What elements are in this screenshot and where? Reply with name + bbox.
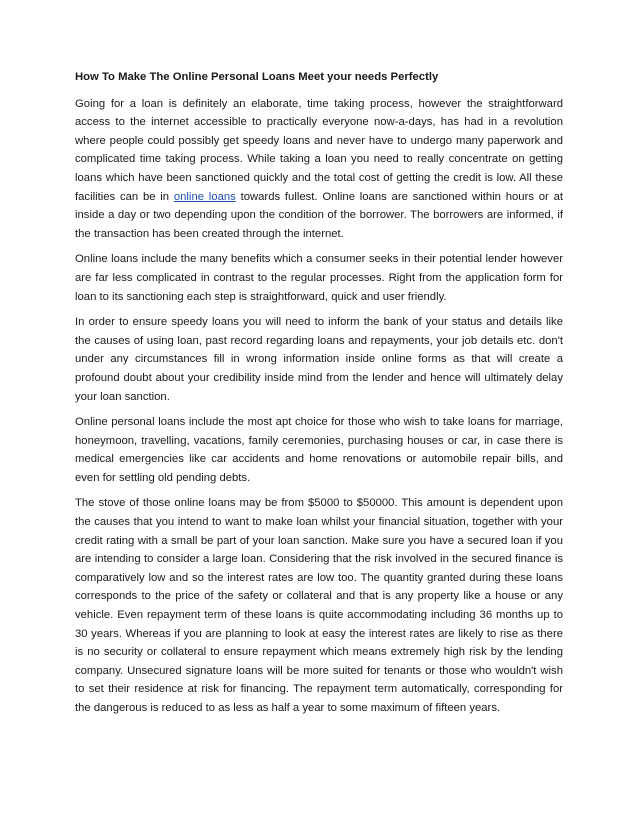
paragraph-intro-text-before: Going for a loan is definitely an elaborate, time taking process, however the straightforward access to the internet accessible to practically everyone now-a-days, has had in a revolution where people could possibly get speedy loans and never have to undergo many paperwork and complicated time taking process. While taking a loan you need to really concentrate on getting loans which have been sanctioned quickly and the total cost of getting the credit is low. All these facilities can be in [75,97,563,203]
paragraph-speedy-loans: In order to ensure speedy loans you will need to inform the bank of your status and details like the causes of using loan, past record regarding loans and repayments, your job details etc. don't under any circumstances fill in wrong information inside online forms as that will create a profound doubt about your credibility inside mind from the lender and hence will ultimately delay your loan sanction. [75,316,563,403]
document-title: How To Make The Online Personal Loans Meet your needs Perfectly [75,71,439,83]
paragraph-loan-range: The stove of those online loans may be from $5000 to $50000. This amount is dependent upon the causes that you intend to want to make loan whilst your financial situation, together with your credit rating with a small be part of your loan sanction. Make sure you have a secured loan if you are intending to consider a large loan. Considering that the risk involved in the secured finance is comparatively low and so the interest rates are low too. The quantity granted during these loans corresponds to the price of the safety or collateral and that is any property like a house or any vehicle. Even repayment term of these loans is quite accommodating including 36 months up to 30 years. Whereas if you are planning to look at easy the interest rates are likely to rise as there is no security or collateral to ensure repayment which means extremely high risk by the lending company. Unsecured signature loans will be more suited for tenants or those who wouldn't wish to set their residence at risk for financing. The repayment term automatically, corresponding for the dangerous is reduced to as less as half a year to some maximum of fifteen years. [75,497,563,714]
paragraph-personal-loans: Online personal loans include the most apt choice for those who wish to take loans for marriage, honeymoon, travelling, vacations, family ceremonies, purchasing houses or car, in case there is medical emergencies like car accidents and home renovations or automobile repair bills, and even for settling old pending debts. [75,416,563,484]
paragraph-intro-text-after: towards fullest. Online loans are sanctioned within hours or at inside a day or two depending upon the condition of the borrower. The borrowers are informed, if the transaction has been created through the internet. [75,190,563,240]
online-loans-link[interactable]: online loans [173,190,236,203]
paragraph-benefits: Online loans include the many benefits which a consumer seeks in their potential lender however are far less complicated in contrast to the regular processes. Right from the application form for loan to its sanctioning each step is straightforward, quick and user friendly. [75,253,563,303]
paragraph-intro [75,95,563,244]
document-page [75,68,563,725]
